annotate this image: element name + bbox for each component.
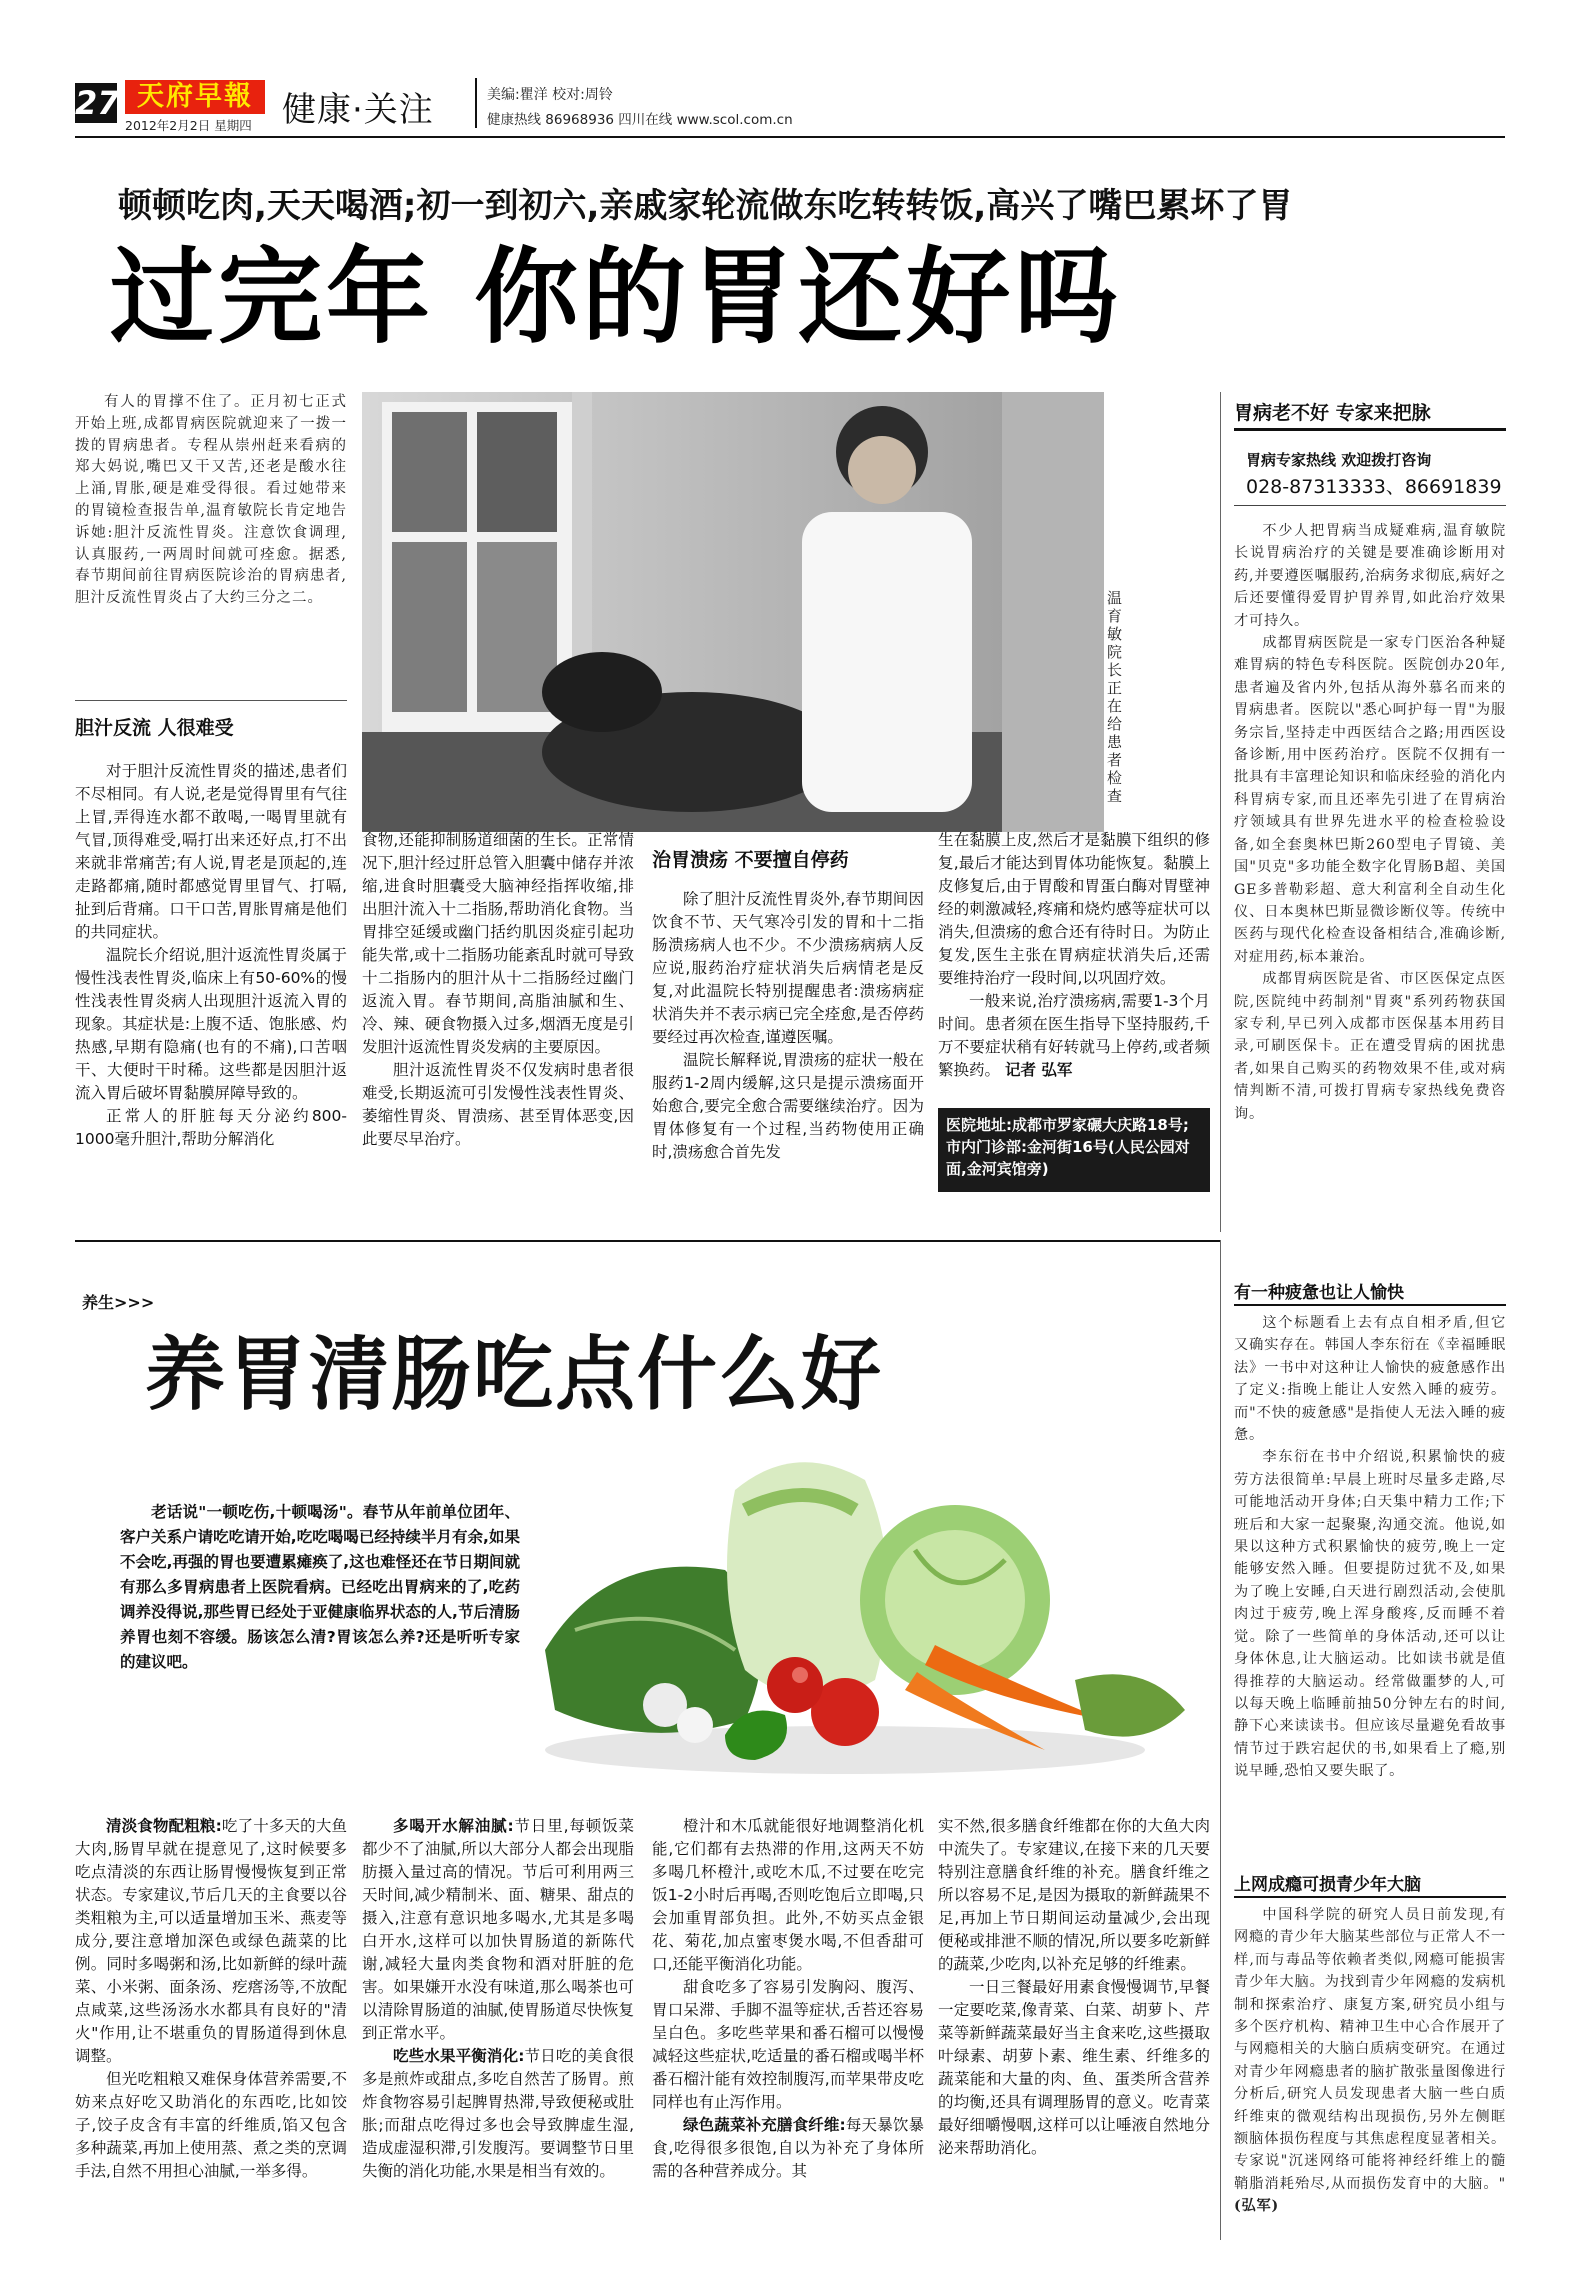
byline: 记者 弘军 xyxy=(1004,1061,1073,1079)
article1-headline: 过完年 你的胃还好吗 xyxy=(110,236,1123,358)
paragraph: 食物,还能抑制肠道细菌的生长。正常情况下,胆汁经过肝总管入胆囊中储存并浓缩,进食时胆囊受大脑神经指挥收缩,排出胆汁流入十二指肠,帮助消化食物。当胃排空延缓或幽门括约肌因炎症引起功能失常,或十二指肠功能紊乱时就可导致十二指肠内的胆汁从十二指肠经过幽门返流入胃。春节期间,高脂油腻和生、冷、辣、硬食物摄入过多,烟酒无度是引发胆汁返流性胃炎发病的主要原因。 xyxy=(362,831,634,1056)
paragraph-text: 一般来说,治疗溃疡病,需要1-3个月时间。患者须在医生指导下坚持服药,千万不要症状稍有好转就马上停药,或者频繁换药。 xyxy=(938,992,1210,1079)
section-divider xyxy=(75,1240,1220,1242)
byline: (弘军) xyxy=(1234,2198,1280,2215)
paragraph: 成都胃病医院是一家专门医治各种疑难胃病的特色专科医院。医院创办20年,患者遍及省内外,包括从海外慕名而来的胃病患者。医院以"悉心呵护每一胃"为服务宗旨,坚持走中西医结合之路;用西医设备诊断,用中医药治疗。医院不仅拥有一批具有丰富理论知识和临床经验的消化内科胃病专家,而且还率先引进了在胃病治疗领域具有世界先进水平的检查检验设备,如全套奥林巴斯260型电子胃镜、美国"贝克"多功能全数字化胃肠B超、美国GE多普勒彩超、意大利富利全自动生化仪、日本奥林巴斯显微诊断仪等。传统中医药与现代化检查设备相结合,准确诊断,对症用药,标本兼治。 xyxy=(1234,635,1506,965)
section-title: 健康·关注 xyxy=(282,90,434,130)
paragraph: 不少人把胃病当成疑难病,温育敏院长说胃病治疗的关键是要准确诊断用对药,并要遵医嘱服药,治病务求彻底,病好之后还要懂得爱胃护胃养胃,如此治疗效果才可持久。 xyxy=(1234,523,1506,629)
sidebar2-title2-rule xyxy=(1234,1896,1506,1898)
article1-col3 xyxy=(652,888,924,1164)
masthead-divider-vertical xyxy=(475,78,477,128)
sidebar1-hotline-numbers: 028-87313333、86691839 xyxy=(1246,476,1502,498)
hospital-address: 医院地址:成都市罗家碾大庆路18号;市内门诊部:金河街16号(人民公园对面,金河宾馆旁) xyxy=(946,1116,1190,1178)
paragraph xyxy=(652,2114,924,2183)
article1-section1-title: 胆汁反流 人很难受 xyxy=(75,717,234,739)
sidebar2-title: 有一种疲惫也让人愉快 xyxy=(1234,1283,1404,1303)
article2-col4 xyxy=(938,1815,1210,2160)
paragraph xyxy=(1234,1904,1506,2218)
paragraph: 对于胆汁反流性胃炎的描述,患者们不尽相同。有人说,老是觉得胃里有气往上冒,弄得连水都不敢喝,一喝胃里就有气冒,顶得难受,嗝打出来还好点,打不出来就非常痛苦;有人说,胃老是顶起的,连走路都痛,随时都感觉胃里冒气、打嗝,扯到后背痛。口干口苦,胃胀胃痛是他们的共同症状。 xyxy=(75,762,347,941)
paragraph-text: 节日里,每顿饭菜都少不了油腻,所以大部分人都会出现脂肪摄入量过高的情况。节后可利用两三天时间,减少精制米、面、糖果、甜点的摄入,注意有意识地多喝水,尤其是多喝白开水,这样可以加快胃肠道的新陈代谢,减轻大量肉类食物和酒对肝脏的危害。如果嫌开水没有味道,那么喝茶也可以清除胃肠道的油腻,使胃肠道尽快恢复到正常水平。 xyxy=(362,1817,634,2042)
paragraph xyxy=(652,1976,924,2114)
article2-col1 xyxy=(75,1815,347,2183)
paper-logo xyxy=(125,80,265,114)
hospital-address-box xyxy=(938,1108,1210,1192)
section-divider-right xyxy=(1220,1240,1221,2240)
sidebar1-hotline-rule xyxy=(1234,505,1506,506)
paragraph-text: 但光吃粗粮又难保身体营养需要,不妨来点好吃又助消化的东西吃,比如饺子,饺子皮含有丰富的纤维质,馅又包含多种蔬菜,再加上使用蒸、煮之类的烹调手法,自然不用担心油腻,一举多得。 xyxy=(75,2070,347,2180)
paragraph: 生在黏膜上皮,然后才是黏膜下组织的修复,最后才能达到胃体功能恢复。黏膜上皮修复后,由于胃酸和胃蛋白酶对胃壁神经的刺激减轻,疼痛和烧灼感等症状可以消失,但溃疡的愈合还有待时日。为防止复发,医生主张在胃病症状消失后,还需要维持治疗一段时间,以巩固疗效。 xyxy=(938,831,1210,987)
article1-col2 xyxy=(362,829,634,1151)
paragraph-text: 节日吃的美食很多是煎炸或甜点,多吃自然苦了肠胃。煎炸食物容易引起脾胃热滞,导致便秘或肚胀;而甜点吃得过多也会导致脾虚生湿,造成虚湿积滞,引发腹泻。要调整节日里失衡的消化功能,水果是相当有效的。 xyxy=(362,2047,634,2180)
article2-col3 xyxy=(652,1815,924,2183)
paragraph xyxy=(652,1815,924,1976)
article2-kicker: 养生>>> xyxy=(82,1293,155,1312)
article1-col4 xyxy=(938,829,1210,1082)
paragraph-text: 每天暴饮暴食,吃得很多很饱,自以为补充了身体所需的各种营养成分。其 xyxy=(652,2116,924,2180)
sidebar1-divider xyxy=(1220,392,1221,1232)
paragraph xyxy=(75,2068,347,2183)
issue-date: 2012年2月2日 星期四 xyxy=(125,118,252,133)
paragraph-text: 一日三餐最好用素食慢慢调节,早餐一定要吃菜,像青菜、白菜、胡萝卜、芹菜等新鲜蔬菜最好当主食来吃,这些摄取叶绿素、胡萝卜素、维生素、纤维多的蔬菜能和大量的肉、鱼、蛋类所含营养的均衡,还具有调理肠胃的意义。吃青菜最好细嚼慢咽,这样可以让唾液自然地分泌来帮助消化。 xyxy=(938,1978,1210,2157)
masthead-rule xyxy=(75,136,1505,138)
paragraph xyxy=(362,1815,634,2045)
vegetables-photo xyxy=(545,1450,1195,1785)
sidebar2-title2: 上网成瘾可损青少年大脑 xyxy=(1234,1875,1421,1895)
article1-lead: 有人的胃撑不住了。正月初七正式开始上班,成都胃病医院就迎来了一拨一拨的胃病患者。专程从崇州赶来看病的郑大妈说,嘴巴又干又苦,还老是酸水往上涌,胃胀,硬是难受得很。看过她带来的胃镜检查报告单,温育敏院长肯定地告诉她:胆汁反流性胃炎。注意饮食调理,认真服药,一两周时间就可痊愈。据悉,春节期间前往胃病医院诊治的胃病患者,胆汁反流性胃炎占了大约三分之二。 xyxy=(75,394,347,607)
sidebar1-body xyxy=(1234,520,1506,1125)
article2-col2 xyxy=(362,1815,634,2183)
paragraph xyxy=(938,990,1210,1082)
paragraph xyxy=(362,2045,634,2183)
paper-name: 天府早報 xyxy=(137,81,253,112)
paragraph: 成都胃病医院是省、市区医保定点医院,医院纯中药制剂"胃爽"系列药物获国家专利,早已列入成都市医保基本用药目录,可刷医保卡。正在遭受胃病的困扰患者,如果自己购买的药物效果不佳,或对病情判断不清,可拨打胃病专家热线免费咨询。 xyxy=(1234,971,1506,1122)
article2-headline: 养胃清肠吃点什么好 xyxy=(145,1328,883,1421)
sidebar1-title: 胃病老不好 专家来把脉 xyxy=(1234,402,1431,424)
paragraph: 除了胆汁反流性胃炎外,春节期间因饮食不节、天气寒冷引发的胃和十二指肠溃疡病人也不少。不少溃疡病病人反应说,服药治疗症状消失后病情老是反复,对此温院长特别提醒患者:溃疡病症状消失并不表示病已完全痊愈,是否停药要经过再次检查,谨遵医嘱。 xyxy=(652,890,924,1046)
hotline-line: 健康热线 86968936 四川在线 www.scol.com.cn xyxy=(487,112,793,128)
paragraph: 李东衍在书中介绍说,积累愉快的疲劳方法很简单:早晨上班时尽量多走路,尽可能地活动开身体;白天集中精力工作;下班后和大家一起聚聚,沟通交流。他说,如果以这种方式积累愉快的疲劳,晚上一定能够安然入睡。但要提防过犹不及,如果为了晚上安睡,白天进行剧烈活动,会使肌肉过于疲劳,晚上浑身酸疼,反而睡不着觉。除了一些简单的身体活动,还可以让身体休息,让大脑运动。比如读书就是值得推荐的大脑运动。经常做噩梦的人,可以每天晚上临睡前抽50分钟左右的时间,静下心来读读书。但应该尽量避免看故事情节过于跌宕起伏的书,如果看上了瘾,别说早睡,恐怕又要失眠了。 xyxy=(1234,1449,1506,1780)
lead-bottom-rule xyxy=(75,700,347,701)
sidebar2-body2 xyxy=(1234,1904,1506,2218)
paragraph: 正常人的肝脏每天分泌约800-1000毫升胆汁,帮助分解消化 xyxy=(75,1107,347,1148)
photo1-caption: 温育敏院长正在给患者检查 xyxy=(1105,590,1123,806)
paragraph-lead: 清淡食物配粗粮: xyxy=(106,1817,222,1835)
sidebar2-title-rule xyxy=(1234,1304,1506,1306)
article1-kicker: 顿顿吃肉,天天喝酒;初一到初六,亲戚家轮流做东吃转转饭,高兴了嘴巴累坏了胃 xyxy=(118,186,1293,226)
article1-col1 xyxy=(75,760,347,1151)
sidebar1-hotline-label: 胃病专家热线 欢迎拨打咨询 xyxy=(1246,451,1432,469)
credits: 美编:瞿洋 校对:周铃 xyxy=(487,87,613,103)
paragraph xyxy=(75,1815,347,2068)
paragraph-lead: 绿色蔬菜补充膳食纤维: xyxy=(683,2116,846,2134)
paragraph xyxy=(938,1976,1210,2160)
sidebar1-title-rule xyxy=(1234,428,1506,431)
paragraph: 温院长介绍说,胆汁返流性胃炎属于慢性浅表性胃炎,临床上有50-60%的慢性浅表性胃炎病人出现胆汁返流入胃的现象。其症状是:上腹不适、饱胀感、灼热感,早期有隐痛(也有的不痛),口苦咽干、大便时干时稀。这些都是因胆汁返流入胃后破坏胃黏膜屏障导致的。 xyxy=(75,946,347,1102)
article2-lead: 老话说"一顿吃伤,十顿喝汤"。春节从年前单位团年、客户关系户请吃吃请开始,吃吃喝喝已经持续半月有余,如果不会吃,再强的胃也要遭累瘫痪了,这也难怪还在节日期间就有那么多胃病患者上医院看病。已经吃出胃病来的了,吃药调养没得说,那些胃已经处于亚健康临界状态的人,节后清肠养胃也刻不容缓。肠该怎么清?胃该怎么养?还是听听专家的建议吧。 xyxy=(120,1503,520,1671)
paragraph xyxy=(938,1815,1210,1976)
paragraph-text: 实不然,很多膳食纤维都在你的大鱼大肉中流失了。专家建议,在接下来的几天要特别注意膳食纤维的补充。膳食纤维之所以容易不足,是因为摄取的新鲜蔬果不足,再加上节日期间运动量减少,会出现便秘或排泄不顺的情况,所以要多吃新鲜的蔬菜,少吃肉,以补充足够的纤维素。 xyxy=(938,1817,1210,1973)
paragraph-lead: 多喝开水解油腻: xyxy=(393,1817,514,1835)
paragraph-text: 橙汁和木瓜就能很好地调整消化机能,它们都有去热滞的作用,这两天不妨多喝几杯橙汁,或吃木瓜,不过要在吃完饭1-2小时后再喝,否则吃饱后立即喝,只会加重胃部负担。此外,不妨买点金银花、菊花,加点蜜枣煲水喝,不但香甜可口,还能平衡消化功能。 xyxy=(652,1817,924,1973)
paragraph-text: 甜食吃多了容易引发胸闷、腹泻、胃口呆滞、手脚不温等症状,舌苔还容易呈白色。多吃些苹果和番石榴可以慢慢减轻这些症状,吃适量的番石榴或喝半杯番石榴汁能有效控制腹泻,而苹果带皮吃同样也有止泻作用。 xyxy=(652,1978,924,2111)
article1-section2-title: 治胃溃疡 不要擅自停药 xyxy=(652,849,849,871)
paragraph-lead: 吃些水果平衡消化: xyxy=(393,2047,525,2065)
paragraph-text: 吃了十多天的大鱼大肉,肠胃早就在提意见了,这时候要多吃点清淡的东西让肠胃慢慢恢复到正常状态。专家建议,节后几天的主食要以谷类粗粮为主,可以适量增加玉米、燕麦等成分,要注意增加深色或绿色蔬菜的比例。同时多喝粥和汤,比如新鲜的绿叶蔬菜、小米粥、面条汤、疙瘩汤等,不放配点咸菜,这些汤汤水水都具有良好的"清火"作用,让不堪重负的胃肠道得到休息调整。 xyxy=(75,1817,347,2065)
paragraph: 这个标题看上去有点自相矛盾,但它又确实存在。韩国人李东衍在《幸福睡眠法》一书中对这种让人愉快的疲惫感作出了定义:指晚上能让人安然入睡的疲劳。而"不快的疲惫感"是指使人无法入睡的疲惫。 xyxy=(1234,1315,1506,1444)
doctor-examining-patient-photo xyxy=(362,392,1104,832)
sidebar2-body xyxy=(1234,1312,1506,1783)
paragraph-text: 中国科学院的研究人员日前发现,有网瘾的青少年大脑某些部位与正常人不一样,而与毒品等依赖者类似,网瘾可能损害青少年大脑。为找到青少年网瘾的发病机制和探索治疗、康复方案,研究员小组与多个医疗机构、精神卫生中心合作展开了与网瘾相关的大脑白质病变研究。在通过对青少年网瘾患者的脑扩散张量图像进行分析后,研究人员发现患者大脑一些白质纤维束的微观结构出现损伤,另外左侧眶额脑体损伤程度与其焦虑程度显著相关。专家说"沉迷网络可能将神经纤维上的髓鞘脂消耗殆尽,从而损伤发育中的大脑。" xyxy=(1234,1907,1506,2192)
page-number-badge xyxy=(75,83,120,123)
page-number: 27 xyxy=(75,84,120,122)
paragraph: 胆汁返流性胃炎不仅发病时患者很难受,长期返流可引发慢性浅表性胃炎、萎缩性胃炎、胃溃疡、甚至胃体恶变,因此要尽早治疗。 xyxy=(362,1061,634,1148)
paragraph: 温院长解释说,胃溃疡的症状一般在服药1-2周内缓解,这只是提示溃疡面开始愈合,要完全愈合需要继续治疗。因为胃体修复有一个过程,当药物使用正确时,溃疡愈合首先发 xyxy=(652,1051,924,1161)
